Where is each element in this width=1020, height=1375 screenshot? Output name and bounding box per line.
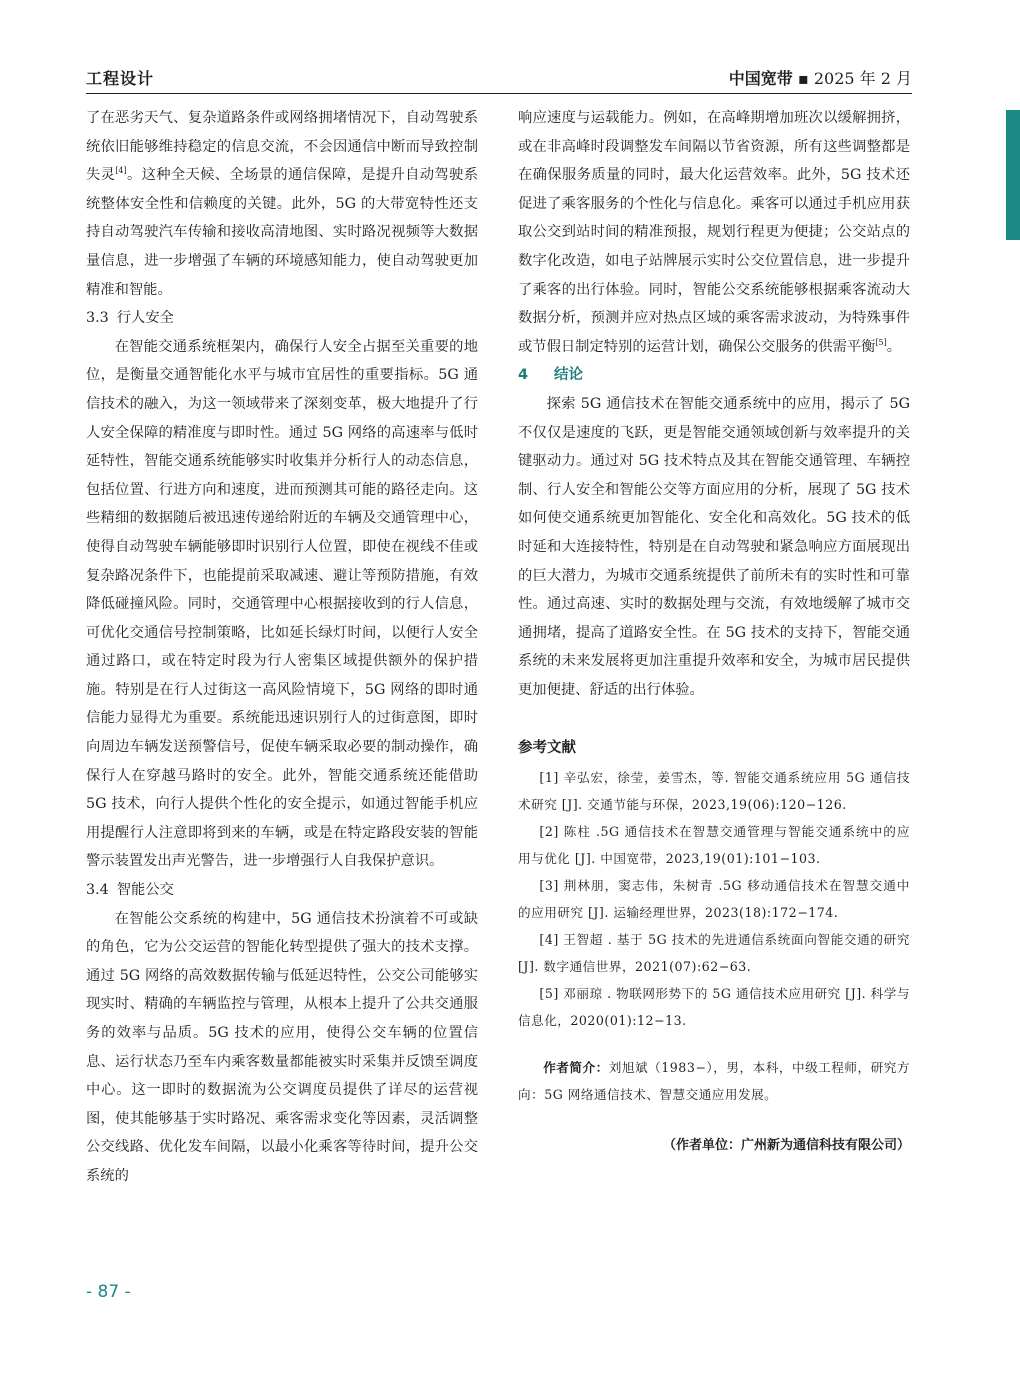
header-bullet: ▪ [797,69,809,88]
paragraph-text: 了在恶劣天气、复杂道路条件或网络拥堵情况下，自动驾驶系统依旧能够维持稳定的信息交流，不会因通信中断而导致控制失灵 [86,110,478,184]
section-number: 3.4 [86,882,109,899]
paragraph-pedestrian-safety: 在智能交通系统框架内，确保行人安全占据至关重要的地位，是衡量交通智能化水平与城市宜居性的重要指标。5G 通信技术的融入，为这一领域带来了深刻变革，极大地提升了行人安全保障的精准度与即时性。通过 5G 网络的高速率与低时延特性，智能交通系统能够实时收集并分析行人的动态信息，包括位置、行进方向和速度，进而预测其可能的路径走向。这些精细的数据随后被迅速传递给附近的车辆及交通管理中心，使得自动驾驶车辆能够即时识别行人位置，即使在视线不佳或复杂路况条件下，也能提前采取减速、避让等预防措施，有效降低碰撞风险。同时，交通管理中心根据接收到的行人信息，可优化交通信号控制策略，比如延长绿灯时间，以便行人安全通过路口，或在特定时段为行人密集区域提供额外的保护措施。特别是在行人过街这一高风险情境下，5G 网络的即时通信能力显得尤为重要。系统能迅速识别行人的过街意图，即时向周边车辆发送预警信号，促使车辆采取必要的制动操作，确保行人在穿越马路时的安全。此外，智能交通系统还能借助 5G 技术，向行人提供个性化的安全提示，如通过智能手机应用提醒行人注意即将到来的车辆，或是在特定路段安装的智能警示装置发出声光警告，进一步增强行人自我保护意识。 [86,338,478,870]
author-bio [518,1054,910,1108]
paragraph-text: 。 [886,338,902,355]
section-number: 4 [518,367,529,384]
reference-item: [4] 王智超 . 基于 5G 技术的先进通信系统面向智能交通的研究 [J]. 数字通信世界，2021(07):62−63. [518,932,910,975]
section-title: 结论 [554,367,583,384]
journal-info [729,66,912,89]
reference-item: [5] 邓丽琼 . 物联网形势下的 5G 通信技术应用研究 [J]. 科学与信息化，2020(01):12−13. [518,986,910,1029]
section-title: 行人安全 [116,310,174,327]
paragraph-text: 响应速度与运载能力。例如，在高峰期增加班次以缓解拥挤，或在非高峰时段调整发车间隔以节省资源，所有这些调整都是在确保服务质量的同时，最大化运营效率。此外，5G 技术还促进了乘客服务的个性化与信息化。乘客可以通过手机应用获取公交到站时间的精准预报，规划行程更为便捷；公交站点的数字化改造，如电子站牌展示实时公交位置信息，进一步提升了乘客的出行体验。同时，智能公交系统能够根据乘客流动大数据分析，预测并应对热点区域的乘客需求波动，为特殊事件或节假日制定特别的运营计划，确保公交服务的供需平衡 [518,110,910,355]
paragraph-text: 。这种全天候、全场景的通信保障，是提升自动驾驶系统整体安全性和信赖度的关键。此外，5G 的大带宽特性还支持自动驾驶汽车传输和接收高清地图、实时路况视频等大数据量信息，进一步增强了车辆的环境感知能力，使自动驾驶更加精准和智能。 [86,167,478,298]
section-label: 工程设计 [86,69,155,88]
section-heading-4 [518,361,910,390]
author-text: 刘旭斌（1983−），男，本科，中级工程师，研究方向：5G 网络通信技术、智慧交通应用发展。 [518,1060,910,1103]
paragraph-continuation [86,104,478,304]
journal-name: 中国宽带 [728,69,793,88]
section-heading-3-4 [86,876,478,905]
header-rule [86,93,912,94]
right-column [518,104,910,1153]
author-label: 作者简介： [543,1060,609,1076]
paragraph-conclusion: 探索 5G 通信技术在智能交通系统中的应用，揭示了 5G 不仅仅是速度的飞跃，更是智能交通领域创新与效率提升的关键驱动力。通过对 5G 技术特点及其在智能交通管理、车辆控制、行人安全和智能公交等方面应用的分析，展现了 5G 技术如何使交通系统更加智能化、安全化和高效化。5G 技术的低时延和大连接特性，特别是在自动驾驶和紧急响应方面展现出的巨大潜力，为城市交通系统提供了前所未有的实时性和可靠性。通过高速、实时的数据处理与交流，有效地缓解了城市交通拥堵，提高了道路安全性。在 5G 技术的支持下，智能交通系统的未来发展将更加注重提升效率和安全，为城市居民提供更加便捷、舒适的出行体验。 [518,395,910,698]
issue-date: 2025 年 2 月 [813,69,912,88]
section-heading-3-3 [86,304,478,333]
section-number: 3.3 [86,310,109,327]
paragraph-continuation [518,104,910,361]
paragraph-smart-bus: 在智能公交系统的构建中，5G 通信技术扮演着不可或缺的角色，它为公交运营的智能化转型提供了强大的技术支撑。通过 5G 网络的高效数据传输与低延迟特性，公交公司能够实现实时、精确的车辆监控与管理，从根本上提升了公共交通服务的效率与品质。5G 技术的应用，使得公交车辆的位置信息、运行状态乃至车内乘客数量都能被实时采集并反馈至调度中心。这一即时的数据流为公交调度员提供了详尽的运营视图，使其能够基于实时路况、乘客需求变化等因素，灵活调整公交线路、优化发车间隔，以最小化乘客等待时间，提升公交系统的 [86,910,478,1184]
citation: [4] [115,166,127,176]
references-title: 参考文献 [518,740,576,757]
page-number: - 87 - [86,1282,131,1302]
citation: [5] [875,337,887,347]
running-header [86,66,912,90]
reference-item: [2] 陈柱 .5G 通信技术在智慧交通管理与智能交通系统中的应用与优化 [J]. 中国宽带，2023,19(01):101−103. [518,824,910,867]
reference-item: [1] 辛弘宏，徐莹，姜雪杰，等. 智能交通系统应用 5G 通信技术研究 [J]. 交通节能与环保，2023,19(06):120−126. [518,770,910,813]
side-tab-marker [1006,110,1020,240]
section-title: 智能公交 [116,882,174,899]
author-affiliation: （作者单位：广州新为通信科技有限公司） [662,1138,910,1154]
left-column [86,104,478,1191]
reference-item: [3] 荆林朋，窦志伟，朱树青 .5G 移动通信技术在智慧交通中的应用研究 [J]. 运输经理世界，2023(18):172−174. [518,878,910,921]
